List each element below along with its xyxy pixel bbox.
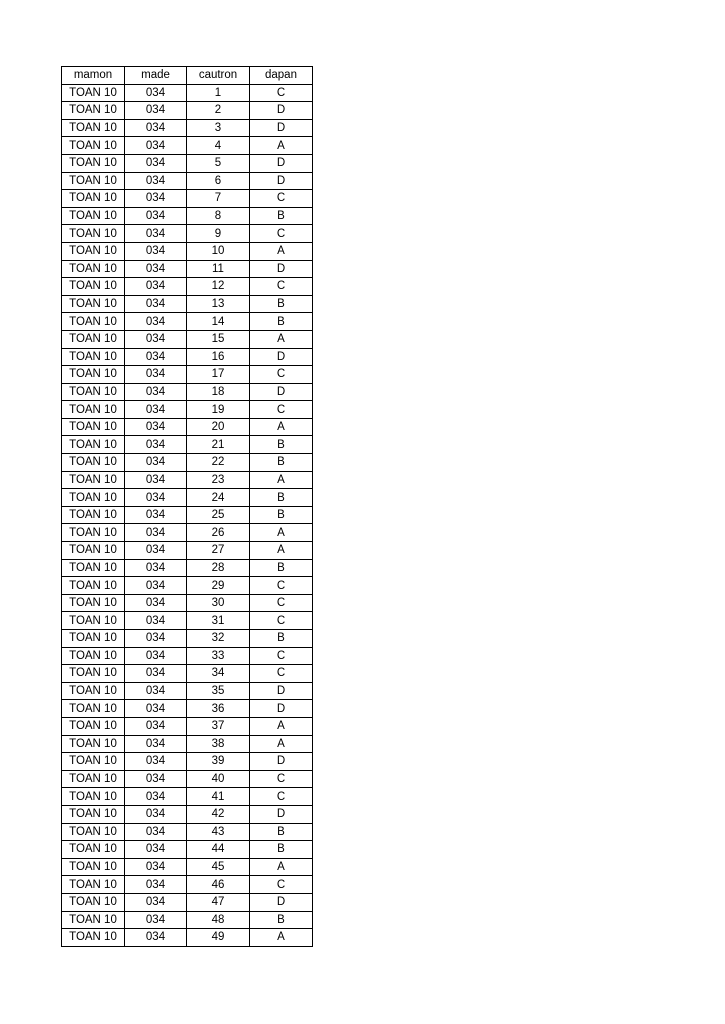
- cell-mamon[interactable]: TOAN 10: [62, 717, 125, 735]
- table-row: [62, 841, 313, 859]
- header-cell-cautron[interactable]: cautron: [187, 67, 250, 85]
- table-row: [62, 524, 313, 542]
- cell-dapan[interactable]: C: [250, 594, 313, 612]
- cell-cautron[interactable]: 6: [187, 172, 250, 190]
- cell-made[interactable]: 034: [125, 366, 187, 384]
- cell-cautron[interactable]: 5: [187, 154, 250, 172]
- table-row: [62, 805, 313, 823]
- cell-cautron[interactable]: 26: [187, 524, 250, 542]
- cell-dapan[interactable]: D: [250, 260, 313, 278]
- table-row: [62, 418, 313, 436]
- table-row: [62, 858, 313, 876]
- cell-dapan[interactable]: A: [250, 717, 313, 735]
- cell-mamon[interactable]: TOAN 10: [62, 893, 125, 911]
- cell-dapan[interactable]: B: [250, 454, 313, 472]
- cell-made[interactable]: 034: [125, 893, 187, 911]
- cell-cautron[interactable]: 37: [187, 717, 250, 735]
- table-row: [62, 665, 313, 683]
- table-row: [62, 348, 313, 366]
- cell-mamon[interactable]: TOAN 10: [62, 823, 125, 841]
- table-row: [62, 489, 313, 507]
- cell-cautron[interactable]: 48: [187, 911, 250, 929]
- cell-mamon[interactable]: TOAN 10: [62, 594, 125, 612]
- table-row: [62, 207, 313, 225]
- table-row: [62, 788, 313, 806]
- cell-made[interactable]: 034: [125, 753, 187, 771]
- cell-mamon[interactable]: TOAN 10: [62, 383, 125, 401]
- cell-dapan[interactable]: D: [250, 172, 313, 190]
- cell-cautron[interactable]: 33: [187, 647, 250, 665]
- cell-made[interactable]: 034: [125, 313, 187, 331]
- cell-mamon[interactable]: TOAN 10: [62, 753, 125, 771]
- cell-made[interactable]: 034: [125, 735, 187, 753]
- cell-made[interactable]: 034: [125, 278, 187, 296]
- table-row: [62, 823, 313, 841]
- cell-mamon[interactable]: TOAN 10: [62, 207, 125, 225]
- cell-cautron[interactable]: 49: [187, 929, 250, 947]
- cell-dapan[interactable]: D: [250, 383, 313, 401]
- cell-made[interactable]: 034: [125, 542, 187, 560]
- cell-dapan[interactable]: A: [250, 735, 313, 753]
- cell-dapan[interactable]: B: [250, 630, 313, 648]
- cell-mamon[interactable]: TOAN 10: [62, 770, 125, 788]
- cell-dapan[interactable]: D: [250, 700, 313, 718]
- cell-made[interactable]: 034: [125, 665, 187, 683]
- cell-made[interactable]: 034: [125, 137, 187, 155]
- cell-cautron[interactable]: 31: [187, 612, 250, 630]
- cell-mamon[interactable]: TOAN 10: [62, 682, 125, 700]
- cell-dapan[interactable]: A: [250, 929, 313, 947]
- cell-mamon[interactable]: TOAN 10: [62, 278, 125, 296]
- cell-cautron[interactable]: 46: [187, 876, 250, 894]
- cell-made[interactable]: 034: [125, 154, 187, 172]
- cell-dapan[interactable]: B: [250, 506, 313, 524]
- cell-mamon[interactable]: TOAN 10: [62, 630, 125, 648]
- cell-cautron[interactable]: 4: [187, 137, 250, 155]
- cell-made[interactable]: 034: [125, 454, 187, 472]
- cell-mamon[interactable]: TOAN 10: [62, 260, 125, 278]
- cell-cautron[interactable]: 34: [187, 665, 250, 683]
- cell-mamon[interactable]: TOAN 10: [62, 858, 125, 876]
- cell-dapan[interactable]: C: [250, 876, 313, 894]
- cell-mamon[interactable]: TOAN 10: [62, 805, 125, 823]
- cell-mamon[interactable]: TOAN 10: [62, 524, 125, 542]
- cell-dapan[interactable]: B: [250, 559, 313, 577]
- table-row: [62, 313, 313, 331]
- cell-cautron[interactable]: 16: [187, 348, 250, 366]
- table-row: [62, 735, 313, 753]
- cell-mamon[interactable]: TOAN 10: [62, 665, 125, 683]
- cell-dapan[interactable]: D: [250, 805, 313, 823]
- cell-mamon[interactable]: TOAN 10: [62, 366, 125, 384]
- cell-made[interactable]: 034: [125, 190, 187, 208]
- cell-dapan[interactable]: A: [250, 858, 313, 876]
- cell-dapan[interactable]: C: [250, 278, 313, 296]
- table-row: [62, 154, 313, 172]
- cell-dapan[interactable]: D: [250, 753, 313, 771]
- table-row: [62, 471, 313, 489]
- cell-mamon[interactable]: TOAN 10: [62, 471, 125, 489]
- cell-made[interactable]: 034: [125, 225, 187, 243]
- cell-made[interactable]: 034: [125, 770, 187, 788]
- cell-cautron[interactable]: 8: [187, 207, 250, 225]
- table-row: [62, 717, 313, 735]
- table-row: [62, 577, 313, 595]
- table-row: [62, 366, 313, 384]
- cell-dapan[interactable]: B: [250, 313, 313, 331]
- cell-made[interactable]: 034: [125, 260, 187, 278]
- cell-mamon[interactable]: TOAN 10: [62, 841, 125, 859]
- cell-cautron[interactable]: 36: [187, 700, 250, 718]
- cell-cautron[interactable]: 24: [187, 489, 250, 507]
- table-row: [62, 893, 313, 911]
- cell-made[interactable]: 034: [125, 207, 187, 225]
- table-row: [62, 330, 313, 348]
- cell-mamon[interactable]: TOAN 10: [62, 506, 125, 524]
- table-row: [62, 929, 313, 947]
- cell-cautron[interactable]: 47: [187, 893, 250, 911]
- cell-dapan[interactable]: B: [250, 207, 313, 225]
- cell-cautron[interactable]: 2: [187, 102, 250, 120]
- cell-made[interactable]: 034: [125, 348, 187, 366]
- cell-mamon[interactable]: TOAN 10: [62, 330, 125, 348]
- cell-dapan[interactable]: C: [250, 190, 313, 208]
- table-row: [62, 911, 313, 929]
- cell-dapan[interactable]: C: [250, 770, 313, 788]
- cell-dapan[interactable]: C: [250, 665, 313, 683]
- cell-made[interactable]: 034: [125, 242, 187, 260]
- cell-mamon[interactable]: TOAN 10: [62, 612, 125, 630]
- cell-dapan[interactable]: C: [250, 225, 313, 243]
- cell-made[interactable]: 034: [125, 788, 187, 806]
- cell-mamon[interactable]: TOAN 10: [62, 102, 125, 120]
- table-row: [62, 102, 313, 120]
- cell-made[interactable]: 034: [125, 630, 187, 648]
- table-row: [62, 260, 313, 278]
- cell-cautron[interactable]: 41: [187, 788, 250, 806]
- table-row: [62, 278, 313, 296]
- cell-made[interactable]: 034: [125, 612, 187, 630]
- cell-cautron[interactable]: 28: [187, 559, 250, 577]
- answer-key-table: [61, 66, 313, 947]
- cell-cautron[interactable]: 45: [187, 858, 250, 876]
- cell-made[interactable]: 034: [125, 172, 187, 190]
- cell-cautron[interactable]: 12: [187, 278, 250, 296]
- cell-dapan[interactable]: A: [250, 242, 313, 260]
- cell-mamon[interactable]: TOAN 10: [62, 577, 125, 595]
- cell-made[interactable]: 034: [125, 717, 187, 735]
- cell-mamon[interactable]: TOAN 10: [62, 454, 125, 472]
- table-row: [62, 242, 313, 260]
- cell-dapan[interactable]: C: [250, 401, 313, 419]
- cell-cautron[interactable]: 19: [187, 401, 250, 419]
- cell-cautron[interactable]: 20: [187, 418, 250, 436]
- cell-cautron[interactable]: 32: [187, 630, 250, 648]
- cell-mamon[interactable]: TOAN 10: [62, 436, 125, 454]
- cell-dapan[interactable]: B: [250, 841, 313, 859]
- cell-dapan[interactable]: D: [250, 682, 313, 700]
- cell-mamon[interactable]: TOAN 10: [62, 313, 125, 331]
- cell-mamon[interactable]: TOAN 10: [62, 295, 125, 313]
- cell-dapan[interactable]: A: [250, 471, 313, 489]
- table-row: [62, 594, 313, 612]
- cell-cautron[interactable]: 25: [187, 506, 250, 524]
- cell-cautron[interactable]: 3: [187, 119, 250, 137]
- cell-mamon[interactable]: TOAN 10: [62, 84, 125, 102]
- cell-dapan[interactable]: A: [250, 418, 313, 436]
- cell-made[interactable]: 034: [125, 647, 187, 665]
- cell-dapan[interactable]: B: [250, 436, 313, 454]
- cell-dapan[interactable]: D: [250, 102, 313, 120]
- table-header: [62, 67, 313, 85]
- cell-dapan[interactable]: B: [250, 295, 313, 313]
- cell-cautron[interactable]: 30: [187, 594, 250, 612]
- cell-cautron[interactable]: 29: [187, 577, 250, 595]
- cell-mamon[interactable]: TOAN 10: [62, 929, 125, 947]
- cell-cautron[interactable]: 35: [187, 682, 250, 700]
- table-row: [62, 700, 313, 718]
- cell-dapan[interactable]: A: [250, 137, 313, 155]
- cell-made[interactable]: 034: [125, 84, 187, 102]
- cell-mamon[interactable]: TOAN 10: [62, 876, 125, 894]
- cell-mamon[interactable]: TOAN 10: [62, 225, 125, 243]
- table-row: [62, 190, 313, 208]
- cell-dapan[interactable]: A: [250, 524, 313, 542]
- cell-made[interactable]: 034: [125, 823, 187, 841]
- cell-made[interactable]: 034: [125, 506, 187, 524]
- cell-cautron[interactable]: 15: [187, 330, 250, 348]
- cell-made[interactable]: 034: [125, 436, 187, 454]
- table-row: [62, 84, 313, 102]
- cell-mamon[interactable]: TOAN 10: [62, 911, 125, 929]
- cell-made[interactable]: 034: [125, 330, 187, 348]
- cell-dapan[interactable]: C: [250, 612, 313, 630]
- cell-cautron[interactable]: 10: [187, 242, 250, 260]
- cell-made[interactable]: 034: [125, 489, 187, 507]
- cell-made[interactable]: 034: [125, 119, 187, 137]
- cell-mamon[interactable]: TOAN 10: [62, 788, 125, 806]
- cell-cautron[interactable]: 38: [187, 735, 250, 753]
- cell-made[interactable]: 034: [125, 577, 187, 595]
- table-row: [62, 647, 313, 665]
- cell-made[interactable]: 034: [125, 682, 187, 700]
- cell-mamon[interactable]: TOAN 10: [62, 119, 125, 137]
- cell-cautron[interactable]: 21: [187, 436, 250, 454]
- cell-cautron[interactable]: 44: [187, 841, 250, 859]
- cell-dapan[interactable]: C: [250, 647, 313, 665]
- table-row: [62, 770, 313, 788]
- cell-made[interactable]: 034: [125, 295, 187, 313]
- cell-dapan[interactable]: D: [250, 348, 313, 366]
- cell-cautron[interactable]: 43: [187, 823, 250, 841]
- cell-cautron[interactable]: 23: [187, 471, 250, 489]
- cell-mamon[interactable]: TOAN 10: [62, 172, 125, 190]
- cell-dapan[interactable]: B: [250, 489, 313, 507]
- cell-made[interactable]: 034: [125, 383, 187, 401]
- table-row: [62, 753, 313, 771]
- table-row: [62, 506, 313, 524]
- table-row: [62, 876, 313, 894]
- cell-made[interactable]: 034: [125, 559, 187, 577]
- cell-cautron[interactable]: 11: [187, 260, 250, 278]
- cell-dapan[interactable]: A: [250, 330, 313, 348]
- table-row: [62, 682, 313, 700]
- cell-dapan[interactable]: D: [250, 119, 313, 137]
- cell-made[interactable]: 034: [125, 911, 187, 929]
- cell-made[interactable]: 034: [125, 876, 187, 894]
- table-row: [62, 119, 313, 137]
- cell-cautron[interactable]: 18: [187, 383, 250, 401]
- table-body: [62, 84, 313, 946]
- cell-mamon[interactable]: TOAN 10: [62, 348, 125, 366]
- cell-cautron[interactable]: 13: [187, 295, 250, 313]
- cell-dapan[interactable]: C: [250, 366, 313, 384]
- header-cell-made[interactable]: made: [125, 67, 187, 85]
- cell-cautron[interactable]: 39: [187, 753, 250, 771]
- table-row: [62, 542, 313, 560]
- table-row: [62, 225, 313, 243]
- cell-dapan[interactable]: C: [250, 84, 313, 102]
- cell-made[interactable]: 034: [125, 102, 187, 120]
- table-row: [62, 137, 313, 155]
- cell-mamon[interactable]: TOAN 10: [62, 489, 125, 507]
- cell-dapan[interactable]: A: [250, 542, 313, 560]
- table-row: [62, 559, 313, 577]
- cell-mamon[interactable]: TOAN 10: [62, 242, 125, 260]
- header-cell-dapan[interactable]: dapan: [250, 67, 313, 85]
- cell-cautron[interactable]: 7: [187, 190, 250, 208]
- cell-mamon[interactable]: TOAN 10: [62, 418, 125, 436]
- header-cell-mamon[interactable]: mamon: [62, 67, 125, 85]
- header-row: [62, 67, 313, 85]
- cell-cautron[interactable]: 40: [187, 770, 250, 788]
- table-row: [62, 383, 313, 401]
- cell-made[interactable]: 034: [125, 471, 187, 489]
- cell-cautron[interactable]: 17: [187, 366, 250, 384]
- cell-made[interactable]: 034: [125, 594, 187, 612]
- table-row: [62, 436, 313, 454]
- table-row: [62, 172, 313, 190]
- cell-dapan[interactable]: B: [250, 911, 313, 929]
- table-row: [62, 454, 313, 472]
- cell-mamon[interactable]: TOAN 10: [62, 559, 125, 577]
- cell-mamon[interactable]: TOAN 10: [62, 647, 125, 665]
- cell-mamon[interactable]: TOAN 10: [62, 401, 125, 419]
- table-row: [62, 630, 313, 648]
- cell-mamon[interactable]: TOAN 10: [62, 190, 125, 208]
- table-row: [62, 612, 313, 630]
- cell-dapan[interactable]: D: [250, 154, 313, 172]
- cell-made[interactable]: 034: [125, 418, 187, 436]
- cell-mamon[interactable]: TOAN 10: [62, 735, 125, 753]
- cell-dapan[interactable]: D: [250, 893, 313, 911]
- cell-cautron[interactable]: 27: [187, 542, 250, 560]
- cell-mamon[interactable]: TOAN 10: [62, 154, 125, 172]
- cell-dapan[interactable]: B: [250, 823, 313, 841]
- cell-cautron[interactable]: 42: [187, 805, 250, 823]
- cell-made[interactable]: 034: [125, 858, 187, 876]
- table-row: [62, 401, 313, 419]
- cell-mamon[interactable]: TOAN 10: [62, 137, 125, 155]
- cell-made[interactable]: 034: [125, 805, 187, 823]
- cell-cautron[interactable]: 9: [187, 225, 250, 243]
- cell-mamon[interactable]: TOAN 10: [62, 542, 125, 560]
- cell-cautron[interactable]: 22: [187, 454, 250, 472]
- cell-cautron[interactable]: 1: [187, 84, 250, 102]
- cell-made[interactable]: 034: [125, 401, 187, 419]
- cell-made[interactable]: 034: [125, 700, 187, 718]
- cell-dapan[interactable]: C: [250, 577, 313, 595]
- cell-cautron[interactable]: 14: [187, 313, 250, 331]
- cell-made[interactable]: 034: [125, 841, 187, 859]
- cell-made[interactable]: 034: [125, 929, 187, 947]
- cell-made[interactable]: 034: [125, 524, 187, 542]
- table-row: [62, 295, 313, 313]
- cell-mamon[interactable]: TOAN 10: [62, 700, 125, 718]
- cell-dapan[interactable]: C: [250, 788, 313, 806]
